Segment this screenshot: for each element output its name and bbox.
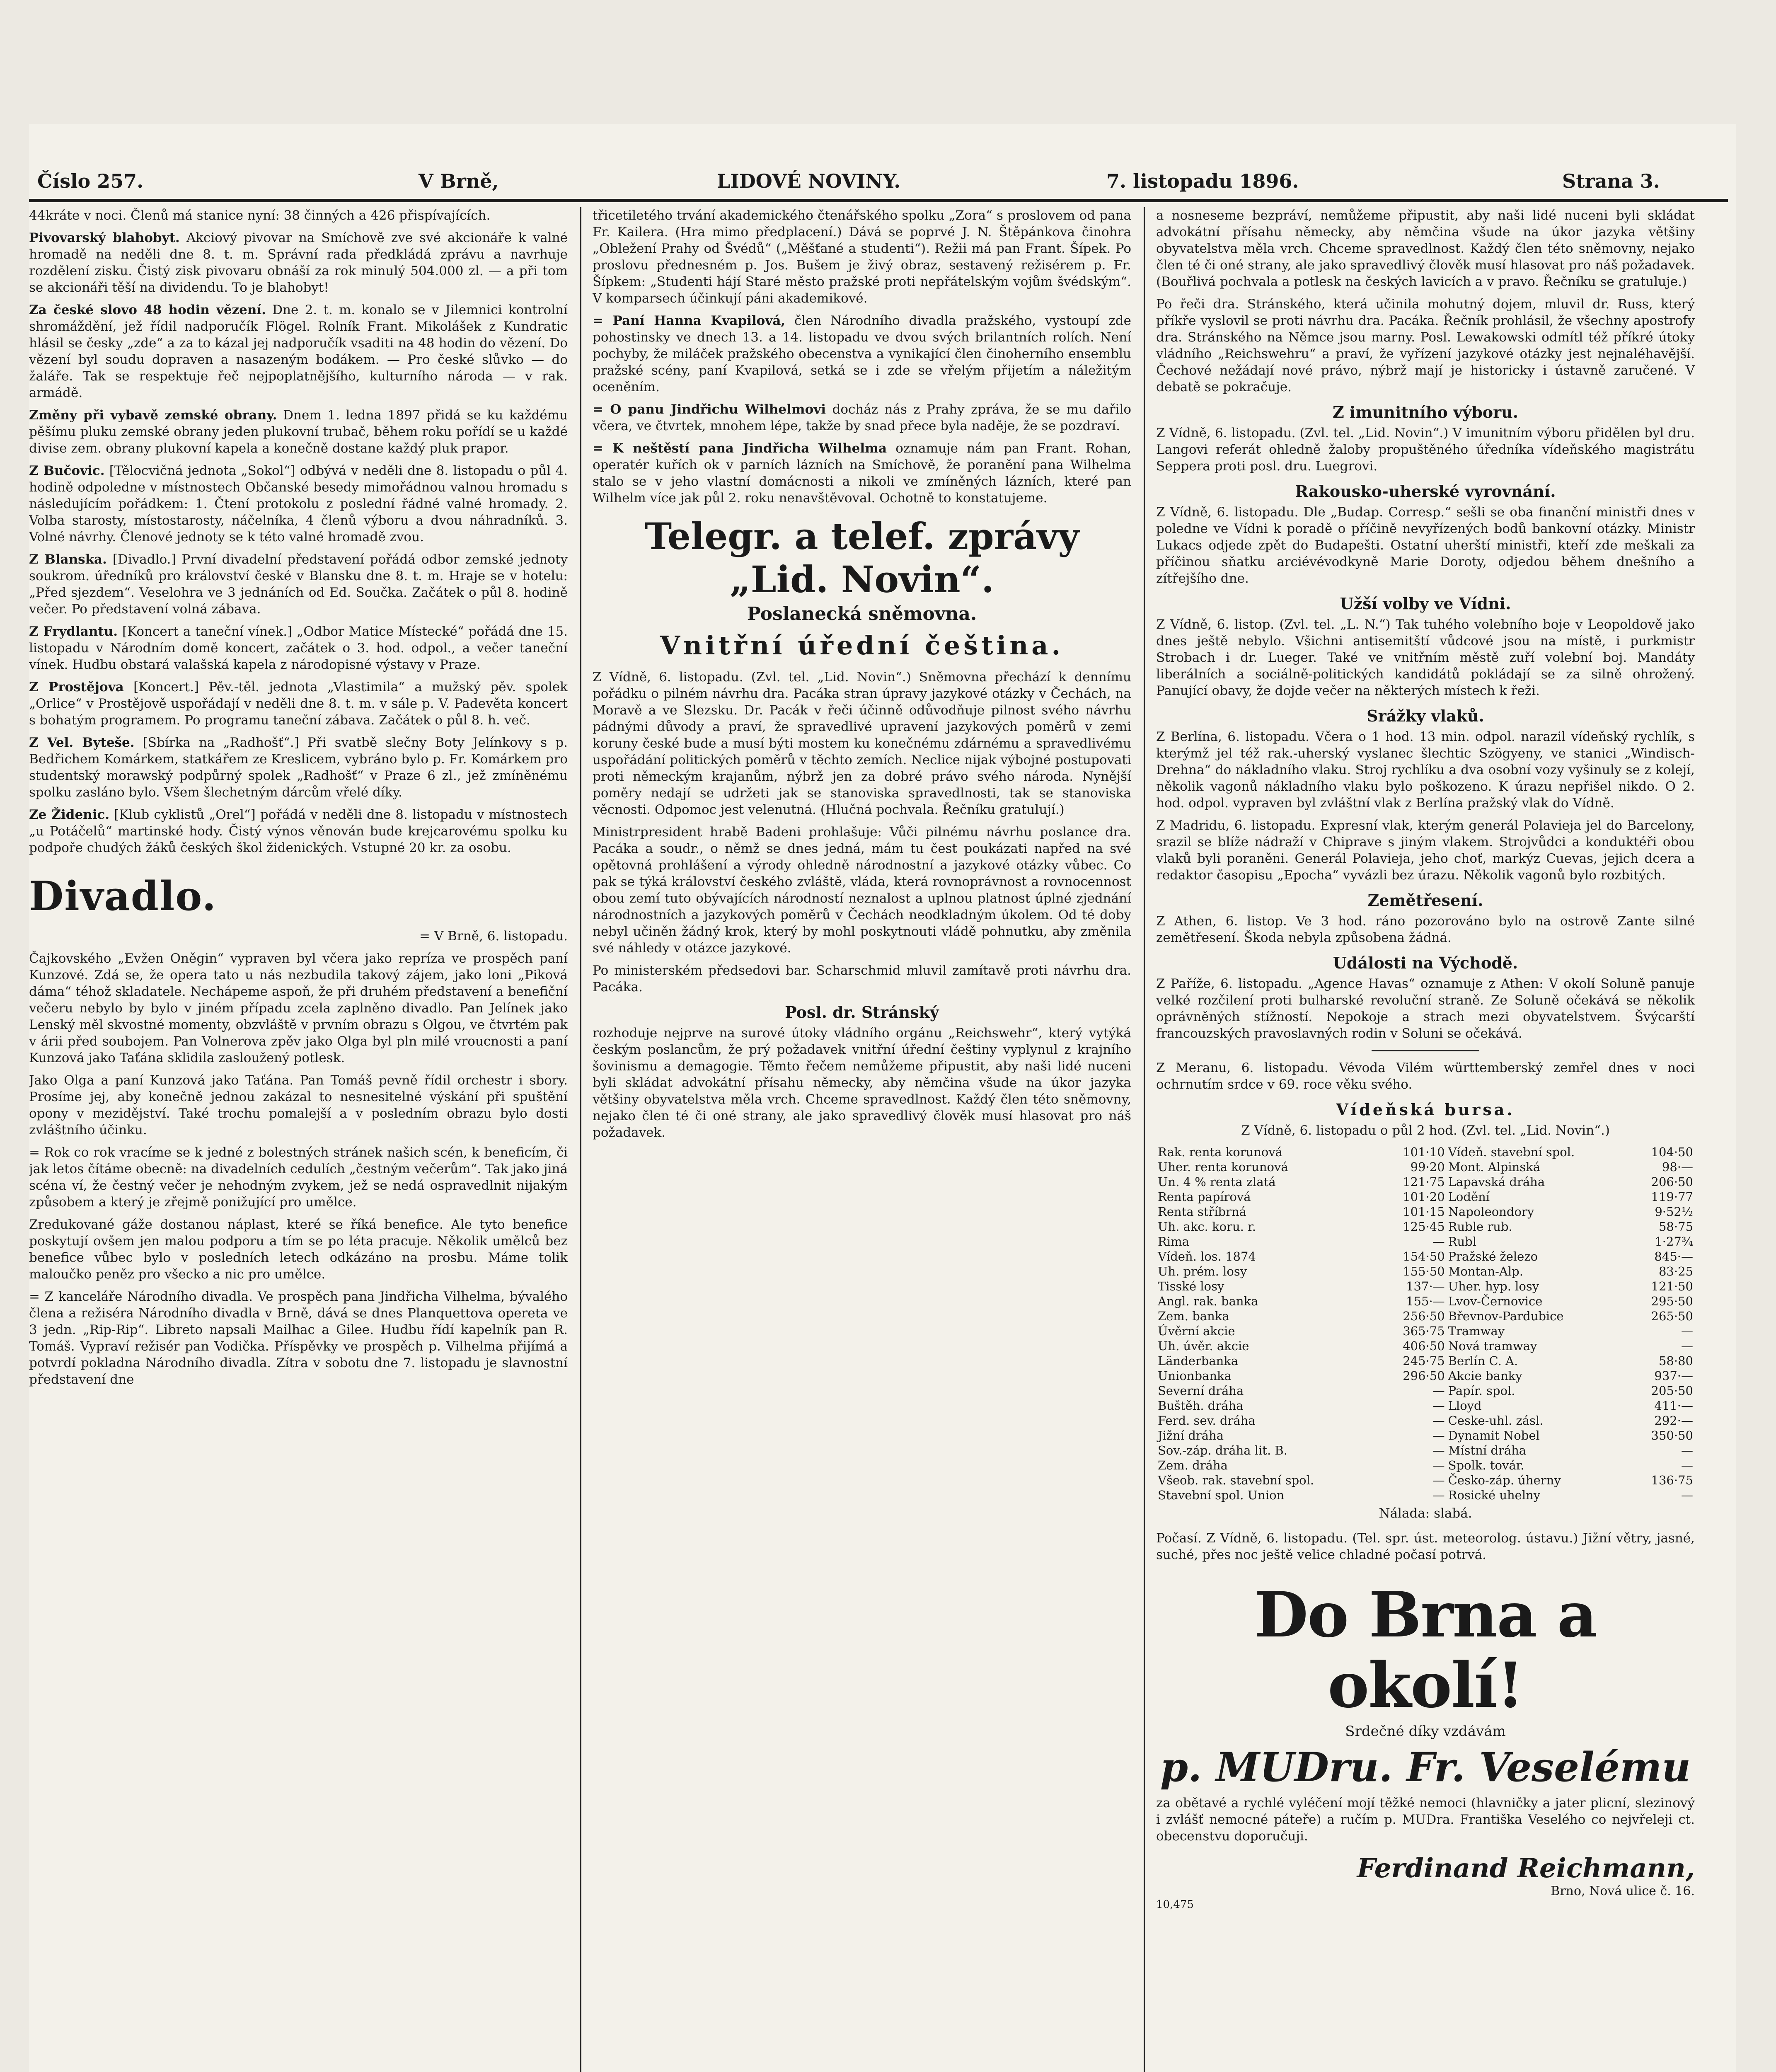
paragraph: Čajkovského „Evžen Oněgin“ vypraven byl včera jako repríza ve prospěch paní Kunzové. Zdá se, že opera tato u nás nezbudila takový zájem, jako loni „Piková dáma“ téhož skladatele. Nechápeme aspoň, že při druhém představení a benefiční večeru nebylo by bylo v jiném případu zcela zaplněno divadlo. Pan Jelínek jako Lenský měl skvostné momenty, obzvláště v prvním obrazu s Olgou, ve čtvrtém pak v árii před soubojem. Pan Volnerova zpěv jako Olga byl pln milé vroucnosti a paní Kunzová jako Taťána sklidila zasloužený potlesk.: [29, 951, 568, 1065]
table-cell: Akcie banky: [1448, 1369, 1522, 1383]
article-text: Dne 2. t. m. konalo se v Jilemnici kontrolní shromáždění, jež řídil nadporučík Flögel. Rolník Frant. Mikolášek z Kundratic hlásil se česky „zde“ a za to kázal jej nadporučík vsaditi na 48 hodin do vězení. Do vězení byl soudu dopraven a nasazeným bodákem. — Pro české slůvko — do žaláře. Tak se respektuje řeč nejpoplatnějšího, kulturního národa — v rak. armádě.: [29, 303, 568, 400]
table-cell: —: [1432, 1399, 1445, 1413]
ad-subtitle: Srdečné díky vzdávám: [1345, 1723, 1506, 1740]
table-cell: Sov.-záp. dráha lit. B.: [1158, 1443, 1287, 1457]
issue-date: 7. listopadu 1896.: [1106, 170, 1299, 192]
article: [29, 551, 568, 617]
table-cell: 9·52½: [1655, 1205, 1693, 1219]
paragraph: třicetiletého trvání akademického čtenářského spolku „Zora“ s proslovem od pana Fr. Kailera. (Hra mimo předplacení.) Dává se poprvé J. N. Štěpánkova činohra „Obležení Prahy od Švédů“ („Měšťané a studenti“). Režii má pan Frant. Šípek. Po proslovu přednesném p. Jos. Bušem je živý obraz, sestavený režisérem p. Fr. Šípkem: „Studenti hájí Staré město pražské proti nepřátelským vojům švédským“. V komparsech účinkují páni akademikové.: [593, 208, 1131, 306]
table-cell: 245·75: [1403, 1354, 1445, 1368]
article: [29, 806, 568, 856]
article-text: Akciový pivovar na Smíchově zve své akcionáře k valné hromadě na neděli dne 8. t. m. Správní rada předkládá zprávu a navrhuje rozdělení zisku. Čistý zisk pivovaru obnáší za rok minulý 504.000 zl. — a při tom se akcionáři těší na dividendu. To je blahobyt!: [29, 230, 568, 295]
table-cell: Břevnov-Pardubice: [1448, 1309, 1564, 1323]
telegraph-subheading: Poslanecká sněmovna.: [747, 603, 977, 625]
column-3: [1156, 207, 1695, 2072]
table-row: [1156, 1279, 1695, 1294]
article-text: [Tělocvičná jednota „Sokol“] odbývá v neděli dne 8. listopadu o půl 4. hodině odpoledne v místnostech Občanské besedy mimořádnou valnou hromadu s následujícím pořádkem: 1. Čtení protokolu z poslední řádné valné hromady. 2. Volba starosty, místostarosty, náčelníka, 4 členů výboru a dvou náhradníků. 3. Volné návrhy. Členové jednoty se k této valné hromadě zvou.: [29, 463, 568, 545]
table-cell: 99·20: [1410, 1160, 1445, 1174]
table-cell: Rak. renta korunová: [1158, 1145, 1283, 1159]
ad-address: Brno, Nová ulice č. 16.: [1551, 1884, 1695, 1898]
article-text: Dnem 1. ledna 1897 přidá se ku každému pěšímu pluku zemské obrany jeden plukovní trubač, během roku pořídí se u každé divise zem. obrany plukovní kapela a konečně dostane každý pluk prapor.: [29, 408, 568, 456]
subheading: Zemětřesení.: [1367, 891, 1483, 910]
paragraph: Po ministerském předsedovi bar. Scharschmid mluvil zamítavě proti návrhu dra. Pacáka.: [593, 963, 1131, 995]
subheading: Rakousko-uherské vyrovnání.: [1295, 482, 1556, 501]
table-cell: Renta stříbrná: [1158, 1205, 1246, 1219]
article-text: člen Národního divadla pražského, vystoupí zde pohostinsky ve dnech 13. a 14. listopadu ve dvou svých brilantních rolích. Není pochyby, že miláček pražského obecenstva a vynikající člen činoherního ensemblu pražské scény, paní Kvapilová, setká se i zde se vřelým přijetím a náležitým oceněním.: [593, 313, 1131, 395]
article-title: = O panu Jindřichu Wilhelmovi: [593, 402, 826, 417]
table-row: [1156, 1189, 1695, 1204]
place: V Brně,: [419, 170, 499, 192]
table-row: [1156, 1353, 1695, 1368]
article-text: [Sbírka na „Radhošť“.] Při svatbě slečny Boty Jelínkovy s p. Bedřichem Komárkem, statkářem ze Kreslicem, vybráno bylo p. Fr. Komárkem pro studentský morawský podpůrný spolek „Radhošť“ v Praze 6 zl., jež zmíněnému spolku zasláno bylo. Všem šlechetným dárcům vřelé díky.: [29, 735, 568, 800]
article-text: docház nás z Prahy zpráva, že se mu dařilo včera, ve čtvrtek, mnohem lépe, takže by snad přece byla naděje, že se pozdraví.: [593, 402, 1131, 433]
table-cell: Mont. Alpinská: [1448, 1160, 1541, 1174]
paragraph: Po řeči dra. Stránského, která učinila mohutný dojem, mluvil dr. Russ, který příkře vyslovil se proti návrhu dra. Pacáka. Řečník prohlásil, že všechny apostrofy dra. Stránského na Němce jsou marny. Posl. Lewakowski odmítl též příkré útoky vládního „Reichswehru“ a praví, že vyřízení jazykové otázky jest nejnaléhavější. Čechové nežádají nové právo, nýbrž mají je historicky i ústavně zaručené. V debatě se pokračuje.: [1156, 297, 1695, 395]
table-row: [1156, 1443, 1695, 1458]
paragraph: 44kráte v noci. Členů má stanice nyní: 38 činných a 426 přispívajících.: [29, 208, 491, 223]
table-cell: Buštěh. dráha: [1158, 1399, 1244, 1413]
ad-reference-number: 10,475: [1156, 1898, 1194, 1911]
table-cell: Napoleondory: [1448, 1205, 1534, 1219]
table-cell: Dynamit Nobel: [1448, 1428, 1540, 1443]
burza-dateline: Z Vídně, 6. listopadu o půl 2 hod. (Zvl. tel. „Lid. Novin“.): [1241, 1123, 1610, 1138]
article: [29, 407, 568, 457]
article: [29, 679, 568, 729]
table-cell: Un. 4 % renta zlatá: [1158, 1175, 1276, 1189]
table-cell: 205·50: [1651, 1384, 1693, 1398]
table-cell: Papír. spol.: [1448, 1384, 1515, 1398]
table-row: [1156, 1458, 1695, 1473]
dateline: = V Brně, 6. listopadu.: [419, 929, 568, 944]
table-cell: —: [1432, 1384, 1445, 1398]
table-cell: Zem. dráha: [1158, 1458, 1228, 1472]
table-cell: Zem. banka: [1158, 1309, 1229, 1323]
page-number: Strana 3.: [1562, 170, 1660, 192]
article-text: oznamuje nám pan Frant. Rohan, operatér kuřích ok v parních lázních na Smíchově, že poranění pana Wilhelma stalo se v jeho vlastní domácnosti a nikoli ve zmíněných lázních, které pan Wilhelm více jak půl 2. roku nenavštěvoval. Ochotně to konstatujeme.: [593, 441, 1131, 506]
paragraph: rozhoduje nejprve na surové útoky vládního orgánu „Reichswehr“, který vytýká českým poslancům, že prý požadavek vnitřní úřední češtiny vyplynul z krajního šovinismu a demagogie. Těmto řečem nemůžeme připustit, aby naši lidé nuceni byli skládat advokátní přísahu německy, aby němčina všude na úkor jazyka většiny obyvatelstva měla vrch. Chceme spravedlnost. Každý člen této sněmovny, nejako člen té či oné strany, ale jako spravedlivý člověk musí hlasovat pro náš požadavek.: [593, 1026, 1131, 1140]
table-cell: Tisské losy: [1158, 1279, 1224, 1293]
table-cell: Ruble rub.: [1448, 1220, 1512, 1234]
table-cell: 155·—: [1406, 1294, 1445, 1308]
table-row: [1156, 1145, 1695, 1159]
table-cell: Stavební spol. Union: [1158, 1488, 1285, 1502]
table-row: [1156, 1204, 1695, 1219]
table-row: [1156, 1428, 1695, 1443]
paragraph: Ministrpresident hrabě Badeni prohlašuje: Vůči pilnému návrhu poslance dra. Pacáka a soudr., o němž se dnes jedná, mám tu čest poukázati napřed na své opětovná prohlášení a výrody ohledně národnostní a jazykové otázky vůbec. Co pak se týká království českého zvláště, vláda, která rovnoprávnost a rovnocennost obou zemí tuto obývajících národností neznalost a uplnou platnost úplné zjednání národnostních a jazykových poměrů v Čechách neodkladným úkolem. Od té doby nebyl učiněn žádný krok, který by mohl poskytnouti vládě pohnutku, aby změnila své náhledy v otázce jazykové.: [593, 825, 1131, 956]
section-title-divadlo: Divadlo.: [29, 873, 217, 920]
table-cell: Místní dráha: [1448, 1443, 1527, 1457]
subheading: Posl. dr. Stránský: [785, 1003, 939, 1021]
paragraph: Z Berlína, 6. listopadu. Včera o 1 hod. 13 min. odpol. narazil vídeňský rychlík, s kterýmž jel též rak.-uherský vyslanec šlechtic Szögyeny, ve stanici „Windisch-Drehna“ do nákladního vlaku. Stroj rychlíku a dva osobní vozy vyšinuly se z kolejí, několik vagonů nákladního vlaku bylo poškozeno. K úrazu nepřišel nikdo. O 2. hod. odpol. vypraven byl zvláštní vlak z Berlína pražský vlak do Vídně.: [1156, 729, 1695, 811]
table-cell: Renta papírová: [1158, 1190, 1251, 1204]
article-title: Změny při vybavě zemské obrany.: [29, 408, 277, 423]
article: [29, 462, 568, 545]
table-cell: —: [1432, 1488, 1445, 1502]
subheading: Vídeňská bursa.: [1336, 1100, 1515, 1119]
article-title: = Paní Hanna Kvapilová,: [593, 313, 786, 328]
paragraph: Z Paříže, 6. listopadu. „Agence Havas“ oznamuje z Athen: V okolí Soluně panuje velké rozčilení proti bulharské revoluční straně. Ze Soluně očekává se několik oprávněných stížností. Nepokoje a strach mezi obyvatelstvem. Švýcarští francouzských pravoslavných rodin v Soluni se očekává.: [1156, 976, 1695, 1041]
table-cell: Lodění: [1448, 1190, 1490, 1204]
article-title: Z Vel. Byteše.: [29, 735, 135, 750]
table-cell: Montan-Alp.: [1448, 1264, 1523, 1278]
table-cell: 58·75: [1658, 1220, 1693, 1234]
table-cell: —: [1681, 1458, 1693, 1472]
article-text: [Koncert a taneční vínek.] „Odbor Matice Místecké“ pořádá dne 15. listopadu v Národním domě koncert, začátek o 3. hod. odpol., a večer taneční vínek. Hudbu obstará valašská kapela z národopisné výstavy v Praze.: [29, 624, 568, 672]
table-cell: Vídeň. los. 1874: [1158, 1249, 1256, 1264]
table-cell: 155·50: [1403, 1264, 1445, 1278]
table-cell: Rubl: [1448, 1234, 1477, 1249]
table-cell: Rima: [1158, 1234, 1189, 1249]
column-divider: [1144, 207, 1145, 2072]
table-cell: 101·15: [1403, 1205, 1445, 1219]
stock-table: [1156, 1145, 1695, 1503]
article-title: Z Prostějova: [29, 680, 124, 695]
table-cell: 137·—: [1406, 1279, 1445, 1293]
table-cell: Berlín C. A.: [1448, 1354, 1518, 1368]
ad-body: za obětavé a rychlé vyléčení mojí těžké nemoci (hlavničky a jater plicní, slezinový i zvlášť nemocné páteře) a ručím p. MUDra. Františka Veselého co nejvřeleji ct. obecenstvu doporučuji.: [1156, 1796, 1695, 1844]
telegraph-heading: Telegr. a telef. zprávy „Lid. Novin“.: [644, 515, 1079, 601]
article: [593, 312, 1131, 395]
table-cell: Pražské železo: [1448, 1249, 1538, 1264]
table-cell: Ferd. sev. dráha: [1158, 1414, 1256, 1428]
table-cell: —: [1681, 1488, 1693, 1502]
table-cell: 296·50: [1403, 1369, 1445, 1383]
article-title: Za české slovo 48 hodin vězení.: [29, 303, 266, 317]
table-cell: 58·80: [1658, 1354, 1693, 1368]
table-cell: 292·—: [1654, 1414, 1693, 1428]
table-cell: 101·20: [1403, 1190, 1445, 1204]
article-text: [Divadlo.] První divadelní představení pořádá odbor zemské jednoty soukrom. úředníků pro království české v Blansku dne 8. t. m. Hraje se v hotelu: „Před sjezdem“. Veselohra ve 3 jednáních od Ed. Součka. Začátek o půl 8. hodině večer. Po představení volná zábava.: [29, 552, 568, 617]
table-row: [1156, 1219, 1695, 1234]
table-cell: Jižní dráha: [1158, 1428, 1224, 1443]
table-row: [1156, 1294, 1695, 1309]
column-divider: [580, 207, 581, 2072]
article: [29, 734, 568, 801]
table-cell: 104·50: [1651, 1145, 1693, 1159]
table-cell: Lapavská dráha: [1448, 1175, 1545, 1189]
ad-title: Do Brna a okolí!: [1254, 1578, 1597, 1722]
section-title: Vnitřní úřední čeština.: [660, 630, 1064, 661]
table-row: [1156, 1264, 1695, 1279]
burza-footnote: Nálada: slabá.: [1379, 1506, 1472, 1521]
article-title: Z Blanska.: [29, 552, 107, 567]
table-cell: —: [1432, 1443, 1445, 1457]
table-cell: Všeob. rak. stavební spol.: [1158, 1473, 1314, 1487]
table-row: [1156, 1413, 1695, 1428]
table-cell: 121·50: [1651, 1279, 1693, 1293]
paragraph: = Z kanceláře Národního divadla. Ve prospěch pana Jindřicha Vilhelma, bývalého člena a režiséra Národního divadla v Brně, dává se dnes Planquettova opereta ve 3 jedn. „Rip-Rip“. Libreto napsali Mailhac a Gilee. Hudbu řídí kapelník pan R. Tomáš. Vypraví režisér pan Vodička. Příspěvky ve prospěch p. Vilhelma přijímá a potvrdí pokladna Národního divadla. Zítra v sobotu dne 7. listopadu je slavnostní představení dne: [29, 1289, 568, 1387]
table-cell: 350·50: [1651, 1428, 1693, 1443]
table-cell: —: [1681, 1339, 1693, 1353]
article-title: = K neštěstí pana Jindřicha Wilhelma: [593, 441, 887, 456]
table-cell: 154·50: [1403, 1249, 1445, 1264]
article-title: Z Frydlantu.: [29, 624, 118, 639]
article-title: Z Bučovic.: [29, 463, 105, 478]
table-row: [1156, 1309, 1695, 1324]
table-cell: 83·25: [1658, 1264, 1693, 1278]
table-cell: —: [1432, 1234, 1445, 1249]
table-cell: —: [1681, 1324, 1693, 1338]
table-cell: Vídeň. stavební spol.: [1448, 1145, 1575, 1159]
table-cell: 119·77: [1651, 1190, 1693, 1204]
table-cell: 121·75: [1403, 1175, 1445, 1189]
paper-title: LIDOVÉ NOVINY.: [717, 170, 901, 192]
subheading: Srážky vlaků.: [1367, 707, 1484, 725]
weather-report: Počasí. Z Vídně, 6. listopadu. (Tel. spr. úst. meteorolog. ústavu.) Jižní větry, jasné, suché, přes noc ještě velice chladné počasí potrvá.: [1156, 1531, 1695, 1562]
table-cell: 845·—: [1654, 1249, 1693, 1264]
header-rule: [29, 199, 1728, 202]
subheading: Z imunitního výboru.: [1332, 403, 1519, 421]
table-cell: Spolk. továr.: [1448, 1458, 1524, 1472]
table-cell: Tramway: [1448, 1324, 1505, 1338]
table-cell: 125·45: [1403, 1220, 1445, 1234]
table-row: [1156, 1488, 1695, 1503]
table-row: [1156, 1383, 1695, 1398]
table-cell: —: [1432, 1458, 1445, 1472]
table-row: [1156, 1159, 1695, 1174]
paragraph: Z Vídně, 6. listopadu. (Zvl. tel. „Lid. Novin“.) V imunitním výboru přidělen byl dru. Langovi referát ohledně žaloby propuštěného úředníka vídeňského magistrátu Seppera proti posl. dru. Luegrovi.: [1156, 426, 1695, 474]
divider: [1372, 1050, 1479, 1051]
table-cell: Uher. renta korunová: [1158, 1160, 1288, 1174]
table-row: [1156, 1339, 1695, 1353]
issue-number: Číslo 257.: [37, 170, 144, 192]
table-cell: Unionbanka: [1158, 1369, 1232, 1383]
table-cell: Nová tramway: [1448, 1339, 1537, 1353]
newspaper-page: [29, 124, 1736, 2072]
article-title: Ze Židenic.: [29, 807, 110, 822]
table-row: [1156, 1368, 1695, 1383]
paragraph: Z Vídně, 6. listop. (Zvl. tel. „L. N.“) Tak tuhého volebního boje v Leopoldově jako dnes ještě nebylo. Všichni antisemitští vůdcové jsou na místě, i purkmistr Strobach i dr. Lueger. Také ve vnitřním městě zuří volební boj. Mandáty liberálních a sociálně-politických kandidátů pokládají se za silně ohrožený. Panující obavy, že dojde večer na některých místech k řeži.: [1156, 617, 1695, 698]
table-cell: Lvov-Černovice: [1448, 1294, 1543, 1308]
paragraph: Z Madridu, 6. listopadu. Expresní vlak, kterým generál Polavieja jel do Barcelony, srazil se blíže nádraží v Chiprave s jiným vlakem. Strojvůdci a konduktéři obou vlaků byli poraněni. Generál Polavieja, jeho choť, markýz Cuevas, jejich dcera a redaktor časopisu „Epocha“ vyvázli bez úrazu. Několik vagonů bylo rozbitých.: [1156, 818, 1695, 883]
table-cell: 1·27¾: [1655, 1234, 1693, 1249]
paragraph: Z Meranu, 6. listopadu. Vévoda Vilém württemberský zemřel dnes v noci ochrnutím srdce v 69. roce věku svého.: [1156, 1060, 1695, 1092]
article-text: [Klub cyklistů „Orel“] pořádá v neděli dne 8. listopadu v místnostech „u Potáčelů“ martinské hody. Čistý výnos věnován bude krejcarovému spolku ku podpoře chudých žáků českých škol židenických. Vstupné 20 kr. za osobu.: [29, 807, 568, 855]
page-header: [29, 170, 1728, 203]
paragraph: Z Vídně, 6. listopadu. Dle „Budap. Corresp.“ sešli se oba finanční ministři dnes v poledne ve Vídni k poradě o příčině nevyřízených bodů bankovní otázky. Ministr Lukacs odjede zpět do Budapešti. Ostatní uherští ministři, kteří zde meškali za příčinou sňatku arciévévodkyně Marie Doroty, odjedou během dnešního a zítřejšího dne.: [1156, 505, 1695, 586]
subheading: Užší volby ve Vídni.: [1340, 594, 1511, 613]
table-cell: Česko-záp. úherny: [1448, 1473, 1561, 1487]
table-cell: Rosické uhelny: [1448, 1488, 1541, 1502]
table-cell: 206·50: [1651, 1175, 1693, 1189]
table-cell: —: [1432, 1428, 1445, 1443]
table-row: [1156, 1398, 1695, 1413]
article-title: Pivovarský blahobyt.: [29, 230, 180, 245]
table-cell: Angl. rak. banka: [1158, 1294, 1258, 1308]
table-cell: —: [1432, 1414, 1445, 1428]
column-2: [593, 207, 1131, 2072]
table-cell: Uher. hyp. losy: [1448, 1279, 1539, 1293]
table-cell: Uh. úvěr. akcie: [1158, 1339, 1249, 1353]
article: [593, 440, 1131, 506]
table-cell: Úvěrní akcie: [1158, 1324, 1235, 1338]
paragraph: Z Vídně, 6. listopadu. (Zvl. tel. „Lid. Novin“.) Sněmovna přechází k dennímu pořádku o pilném návrhu dra. Pacáka stran úpravy jazykové otázky v Čechách, na Moravě a ve Slezsku. Dr. Pacák v řeči účinně odůvodňuje pilnost svého návrhu pádnými důvody a praví, že spravedlivé upravení jazykových poměrů v zemi koruny české bude a musí býti mostem ku konečnému zdárnému a spravedlivému uspořádání politických poměrů v těchto zemích. Neclice nijak výbojné postupovati proti německým krajanům, nýbrž jen za dobré právo svého národa. Nynější poměry nedají se udržeti jak se stanoviska spravedlnosti, tak se stanoviska věcnosti. Odpomoc jest velenutná. (Hlučná pochvala. Řečníku gratulují.): [593, 670, 1131, 817]
table-cell: 265·50: [1651, 1309, 1693, 1323]
article: [593, 401, 1131, 434]
article-text: [Koncert.] Pěv.-těl. jednota „Vlastimila“ a mužský pěv. spolek „Orlice“ v Prostějově uspořádají v neděli dne 8. t. m. v sále p. V. Padevěta koncert s bohatým programem. Po programu taneční zábava. Začátek o půl 8. h. več.: [29, 680, 568, 728]
table-cell: Uh. prém. losy: [1158, 1264, 1247, 1278]
paragraph: a nosneseme bezpráví, nemůžeme připustit, aby naši lidé nuceni byli skládat advokátní přísahu německy, aby němčina všude na úkor jazyka většiny obyvatelstva měla vrch. Chceme spravedlnost. Každý člen této sněmovny, nejako člen té či oné strany, ale jako spravedlivý člověk musí hlasovat pro náš požadavek. (Bouřlivá pochvala a potlesk na českých lavicích a v pravo. Řečníku se gratuluje.): [1156, 208, 1695, 289]
table-cell: 256·50: [1403, 1309, 1445, 1323]
subheading: Události na Východě.: [1333, 954, 1518, 972]
paragraph: = Rok co rok vracíme se k jedné z bolestných stránek našich scén, k beneficím, či jak letos čítáme obecně: na divadelních cedulích „čestným večerům“. Tak jako jiná scéna ví, že čestný večer je nehodným zvykem, jež se nedá ospravedlnit nijakým způsobem a který je zřejmě ponižující pro umělce.: [29, 1145, 568, 1210]
paragraph: Zredukované gáže dostanou náplast, které se říká benefice. Ale tyto benefice poskytují ovšem jen malou podporu a tím se po léta pracuje. Několik umělců bez benefice vůbec bylo v posledních letech odkázáno na prosbu. Máme tolik maloučko peněz pro všecko a nic pro umělce.: [29, 1217, 568, 1282]
ad-signature: Ferdinand Reichmann,: [1357, 1853, 1695, 1884]
table-cell: 101·10: [1403, 1145, 1445, 1159]
table-cell: Lloyd: [1448, 1399, 1482, 1413]
table-row: [1156, 1324, 1695, 1339]
advertisement: [1156, 1580, 1695, 1911]
table-row: [1156, 1174, 1695, 1189]
table-cell: 98·—: [1662, 1160, 1693, 1174]
column-1: [29, 207, 568, 2072]
table-cell: 136·75: [1651, 1473, 1693, 1487]
article: [29, 230, 568, 296]
article: [29, 302, 568, 401]
table-cell: Länderbanka: [1158, 1354, 1239, 1368]
table-cell: 406·50: [1403, 1339, 1445, 1353]
table-cell: Ceske-uhl. zásl.: [1448, 1414, 1544, 1428]
table-cell: Severní dráha: [1158, 1384, 1244, 1398]
table-cell: 937·—: [1654, 1369, 1693, 1383]
table-cell: 295·50: [1651, 1294, 1693, 1308]
table-row: [1156, 1473, 1695, 1488]
paragraph: Z Athen, 6. listop. Ve 3 hod. ráno pozorováno bylo na ostrově Zante silné zemětřesení. Škoda nebyla způsobena žádná.: [1156, 914, 1695, 945]
article: [29, 623, 568, 673]
ad-doctor-name: p. MUDru. Fr. Veselému: [1160, 1744, 1691, 1791]
table-cell: —: [1432, 1473, 1445, 1487]
paragraph: Jako Olga a paní Kunzová jako Taťána. Pan Tomáš pevně řídil orchestr i sbory. Prosíme jej, aby konečně jednou zakázal to nesnesitelné výskání při spuštění opony v mezidějství. Také trochu pomalejší a v posledním obrazu bylo dosti zvláštního účinku.: [29, 1073, 568, 1138]
table-cell: Uh. akc. koru. r.: [1158, 1220, 1256, 1234]
table-cell: 411·—: [1654, 1399, 1693, 1413]
table-cell: 365·75: [1403, 1324, 1445, 1338]
table-row: [1156, 1249, 1695, 1264]
table-row: [1156, 1234, 1695, 1249]
table-cell: —: [1681, 1443, 1693, 1457]
